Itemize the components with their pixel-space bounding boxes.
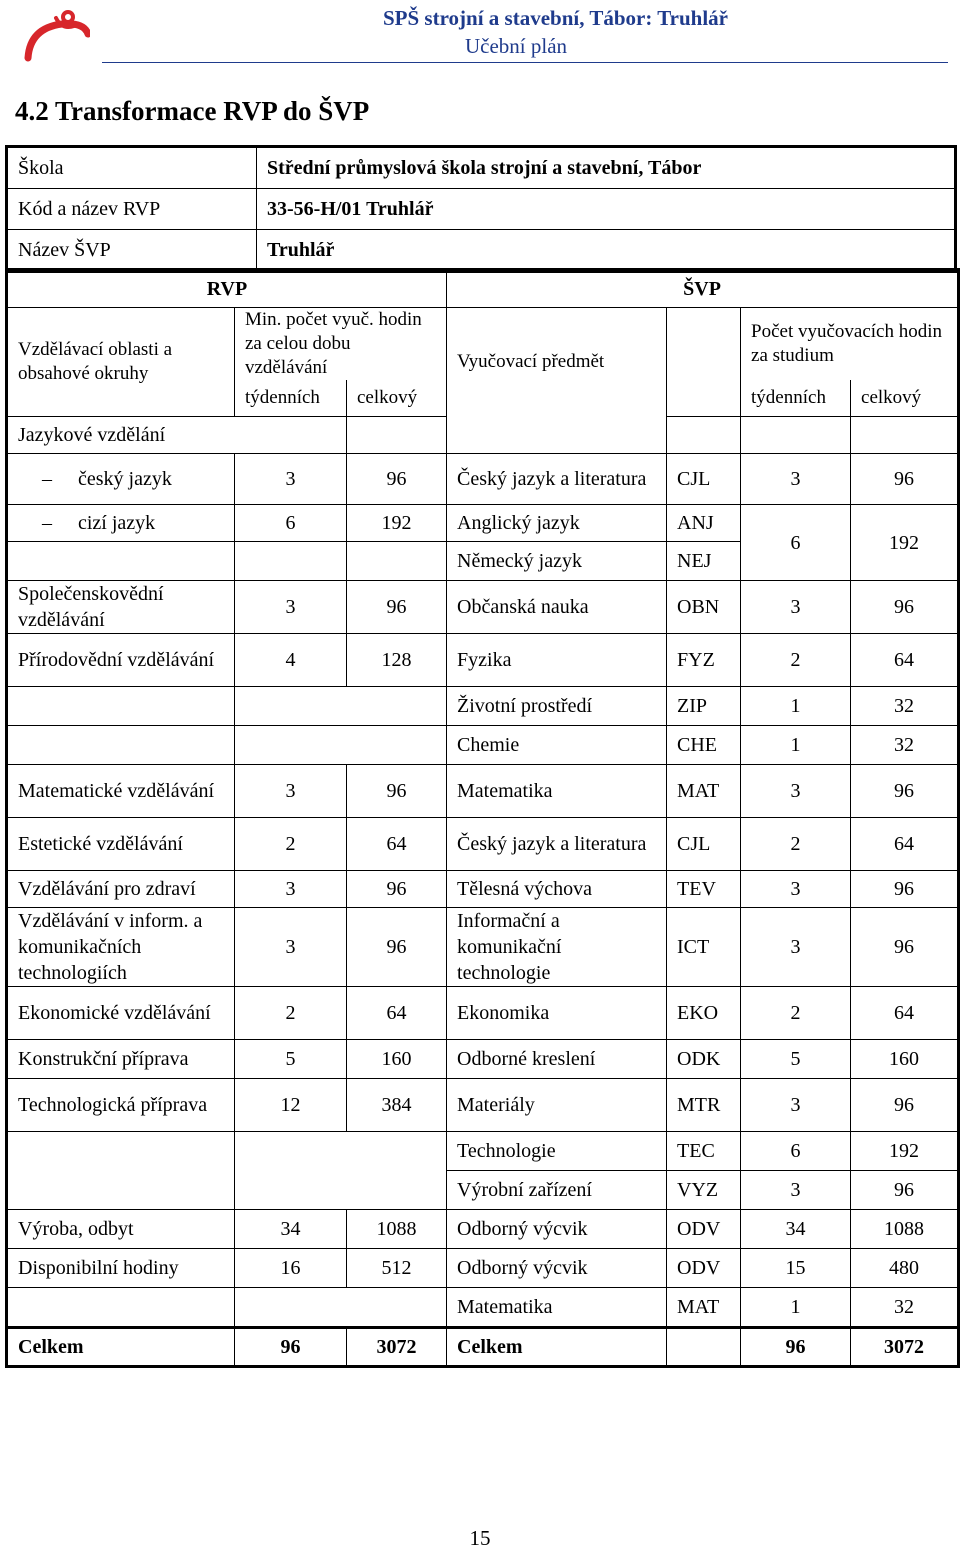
rvp-total-cell: 1088 [347,1210,447,1249]
rvp-total-cell: 192 [347,505,447,542]
area-cell: Vzdělávání pro zdraví [7,871,235,908]
svp-weekly-cell: 5 [741,1040,851,1079]
section-title: 4.2 Transformace RVP do ŠVP [15,96,370,126]
rvp-hours-cell [235,726,447,765]
table-row [7,818,959,871]
code-cell: VYZ [667,1171,741,1210]
area-cell: Ekonomické vzdělávání [7,987,235,1040]
rvp-total-cell: 160 [347,1040,447,1079]
code-cell: TEV [667,871,741,908]
subject-cell: Občanská nauka [447,581,667,634]
rvp-weekly-cell: 16 [235,1249,347,1288]
svp-weekly-cell: 15 [741,1249,851,1288]
code-cell: CJL [667,818,741,871]
info-table [5,145,957,273]
table-row [7,1040,959,1079]
transformation-table [5,268,960,1368]
subject-cell [447,417,667,454]
header-title: SPŠ strojní a stavební, Tábor: Truhlář [382,6,728,30]
table-row [7,765,959,818]
code-cell: ODV [667,1249,741,1288]
area-cell: Společenskovědní vzdělávání [7,581,235,634]
info-value: 33-56-H/01 Truhlář [257,189,956,230]
svp-weekly-cell: 3 [741,581,851,634]
code-cell: MTR [667,1079,741,1132]
svp-weekly-cell: 6 [741,505,851,581]
svp-weekly-cell: 2 [741,987,851,1040]
svp-weekly-header: týdenních [741,380,851,417]
rvp-weekly-header: týdenních [235,380,347,417]
area-cell [7,542,235,581]
table-row [7,987,959,1040]
svp-total-cell: 160 [851,1040,959,1079]
area-cell: Výroba, odbyt [7,1210,235,1249]
total-svp-total-cell: 3072 [851,1328,959,1367]
rvp-total-cell: 96 [347,454,447,505]
area-cell: Konstrukční příprava [7,1040,235,1079]
svp-total-cell: 96 [851,454,959,505]
svp-total-cell: 32 [851,726,959,765]
subject-cell: Výrobní zařízení [447,1171,667,1210]
svp-weekly-cell: 2 [741,818,851,871]
info-label: Název ŠVP [7,230,257,272]
table-row [7,1079,959,1132]
subject-cell: Životní prostředí [447,687,667,726]
rvp-total-cell [347,417,447,454]
svp-total-cell: 32 [851,687,959,726]
svp-total-cell [851,417,959,454]
school-logo [22,8,90,66]
rvp-weekly-cell: 6 [235,505,347,542]
table-row [7,1132,959,1171]
svp-weekly-cell [741,417,851,454]
rvp-header: RVP [7,270,447,308]
rvp-total-cell: 96 [347,765,447,818]
svp-total-header: celkový [851,380,959,417]
table-row [7,687,959,726]
subject-cell: Materiály [447,1079,667,1132]
svp-total-cell: 96 [851,581,959,634]
info-label: Kód a název RVP [7,189,257,230]
total-subject-cell: Celkem [447,1328,667,1367]
subject-cell: Odborný výcvik [447,1210,667,1249]
rvp-total-cell: 64 [347,987,447,1040]
column-header-row [7,308,959,381]
subject-cell: Matematika [447,1288,667,1328]
total-rvp-weekly-cell: 96 [235,1328,347,1367]
svp-weekly-cell: 1 [741,726,851,765]
subject-cell: Ekonomika [447,987,667,1040]
code-cell: ODK [667,1040,741,1079]
svp-total-cell: 480 [851,1249,959,1288]
subject-cell: Český jazyk a literatura [447,454,667,505]
header-subtitle: Učební plán [465,34,568,58]
svp-weekly-cell: 2 [741,634,851,687]
svp-header: ŠVP [447,270,959,308]
subject-cell: Fyzika [447,634,667,687]
code-cell: NEJ [667,542,741,581]
svp-weekly-cell: 34 [741,1210,851,1249]
area-cell: Matematické vzdělávání [7,765,235,818]
svp-weekly-cell: 3 [741,871,851,908]
subject-cell: Český jazyk a literatura [447,818,667,871]
rvp-weekly-cell: 3 [235,581,347,634]
rvp-total-cell: 512 [347,1249,447,1288]
table-row [7,634,959,687]
table-row [7,908,959,987]
area-cell [7,505,235,542]
code-cell: MAT [667,765,741,818]
code-cell: TEC [667,1132,741,1171]
subject-cell: Německý jazyk [447,542,667,581]
totals-row [7,1328,959,1367]
svp-total-cell: 64 [851,987,959,1040]
rvp-weekly-cell: 2 [235,818,347,871]
dash-bullet: – [42,512,52,534]
page-number: 15 [469,1526,491,1550]
area-cell [7,726,235,765]
svp-weekly-cell: 3 [741,765,851,818]
rvp-total-cell: 96 [347,871,447,908]
code-cell: OBN [667,581,741,634]
svp-total-cell: 192 [851,1132,959,1171]
svp-weekly-cell: 1 [741,1288,851,1328]
svp-total-cell: 96 [851,908,959,987]
svp-weekly-cell: 3 [741,1171,851,1210]
table-row [7,1288,959,1328]
rvp-weekly-cell: 5 [235,1040,347,1079]
area-cell [7,454,235,505]
svp-weekly-cell: 6 [741,1132,851,1171]
rvp-weekly-cell: 3 [235,765,347,818]
rvp-total-cell: 96 [347,581,447,634]
total-code-cell [667,1328,741,1367]
svp-total-cell: 192 [851,505,959,581]
svp-total-cell: 32 [851,1288,959,1328]
code-cell: EKO [667,987,741,1040]
total-rvp-total-cell: 3072 [347,1328,447,1367]
area-cell: Disponibilní hodiny [7,1249,235,1288]
svp-weekly-cell: 3 [741,908,851,987]
table-row [7,505,959,542]
area-cell [7,1288,235,1328]
rvp-total-cell: 96 [347,908,447,987]
rvp-total-cell: 384 [347,1079,447,1132]
svp-weekly-cell: 3 [741,454,851,505]
rvp-weekly-cell: 12 [235,1079,347,1132]
rvp-hours-cell [235,1288,447,1328]
subject-column-header: Vyučovací předmět [447,308,667,417]
rvp-weekly-cell: 3 [235,908,347,987]
info-row [7,230,956,272]
area-cell: Estetické vzdělávání [7,818,235,871]
table-row [7,454,959,505]
min-hours-column-header: Min. počet vyuč. hodin za celou dobu vzdělávání [235,308,447,381]
info-value: Truhlář [257,230,956,272]
area-cell [7,1132,235,1210]
info-value: Střední průmyslová škola strojní a stavební, Tábor [257,147,956,189]
subject-cell: Chemie [447,726,667,765]
code-cell: FYZ [667,634,741,687]
code-column-header [667,308,741,417]
svp-total-cell: 96 [851,1079,959,1132]
rvp-total-cell [347,542,447,581]
svp-total-cell: 96 [851,1171,959,1210]
area-column-header: Vzdělávací oblasti a obsahové okruhy [7,308,235,417]
rvp-total-header: celkový [347,380,447,417]
rvp-weekly-cell [235,542,347,581]
area-cell [7,687,235,726]
subject-cell: Tělesná výchova [447,871,667,908]
info-label: Škola [7,147,257,189]
code-cell: ANJ [667,505,741,542]
rvp-weekly-cell: 3 [235,454,347,505]
area-label: cizí jazyk [78,512,156,534]
rvp-total-cell: 64 [347,818,447,871]
table-row [7,581,959,634]
area-cell: Jazykové vzdělání [7,417,347,454]
rvp-weekly-cell: 34 [235,1210,347,1249]
header-rule [102,62,948,63]
area-label: český jazyk [78,468,172,490]
svp-total-cell: 64 [851,818,959,871]
area-cell: Vzdělávání v inform. a komunikačních technologiích [7,908,235,987]
subject-cell: Matematika [447,765,667,818]
svp-weekly-cell: 3 [741,1079,851,1132]
svp-total-cell: 96 [851,765,959,818]
subject-cell: Odborný výcvik [447,1249,667,1288]
area-cell: Technologická příprava [7,1079,235,1132]
svp-total-cell: 1088 [851,1210,959,1249]
rvp-total-cell: 128 [347,634,447,687]
rvp-hours-cell [235,1132,447,1210]
code-cell: CJL [667,454,741,505]
subject-cell: Odborné kreslení [447,1040,667,1079]
rvp-hours-cell [235,687,447,726]
rvp-weekly-cell: 3 [235,871,347,908]
total-svp-weekly-cell: 96 [741,1328,851,1367]
svp-weekly-cell: 1 [741,687,851,726]
code-cell: ZIP [667,687,741,726]
code-cell: ODV [667,1210,741,1249]
table-row [7,1210,959,1249]
subject-cell: Anglický jazyk [447,505,667,542]
subject-cell: Informační a komunikační technologie [447,908,667,987]
info-row [7,189,956,230]
code-cell: ICT [667,908,741,987]
total-area-cell: Celkem [7,1328,235,1367]
subject-cell: Technologie [447,1132,667,1171]
area-cell: Přírodovědní vzdělávání [7,634,235,687]
code-cell: CHE [667,726,741,765]
code-cell: MAT [667,1288,741,1328]
svp-total-cell: 64 [851,634,959,687]
rvp-weekly-cell: 4 [235,634,347,687]
group-header-row [7,270,959,308]
svp-total-cell: 96 [851,871,959,908]
code-cell [667,417,741,454]
info-row [7,147,956,189]
table-row [7,1249,959,1288]
hours-count-column-header: Počet vyučovacích hodin za studium [741,308,959,381]
rvp-weekly-cell: 2 [235,987,347,1040]
dash-bullet: – [42,468,52,490]
table-row [7,726,959,765]
table-row [7,871,959,908]
table-row [7,417,959,454]
